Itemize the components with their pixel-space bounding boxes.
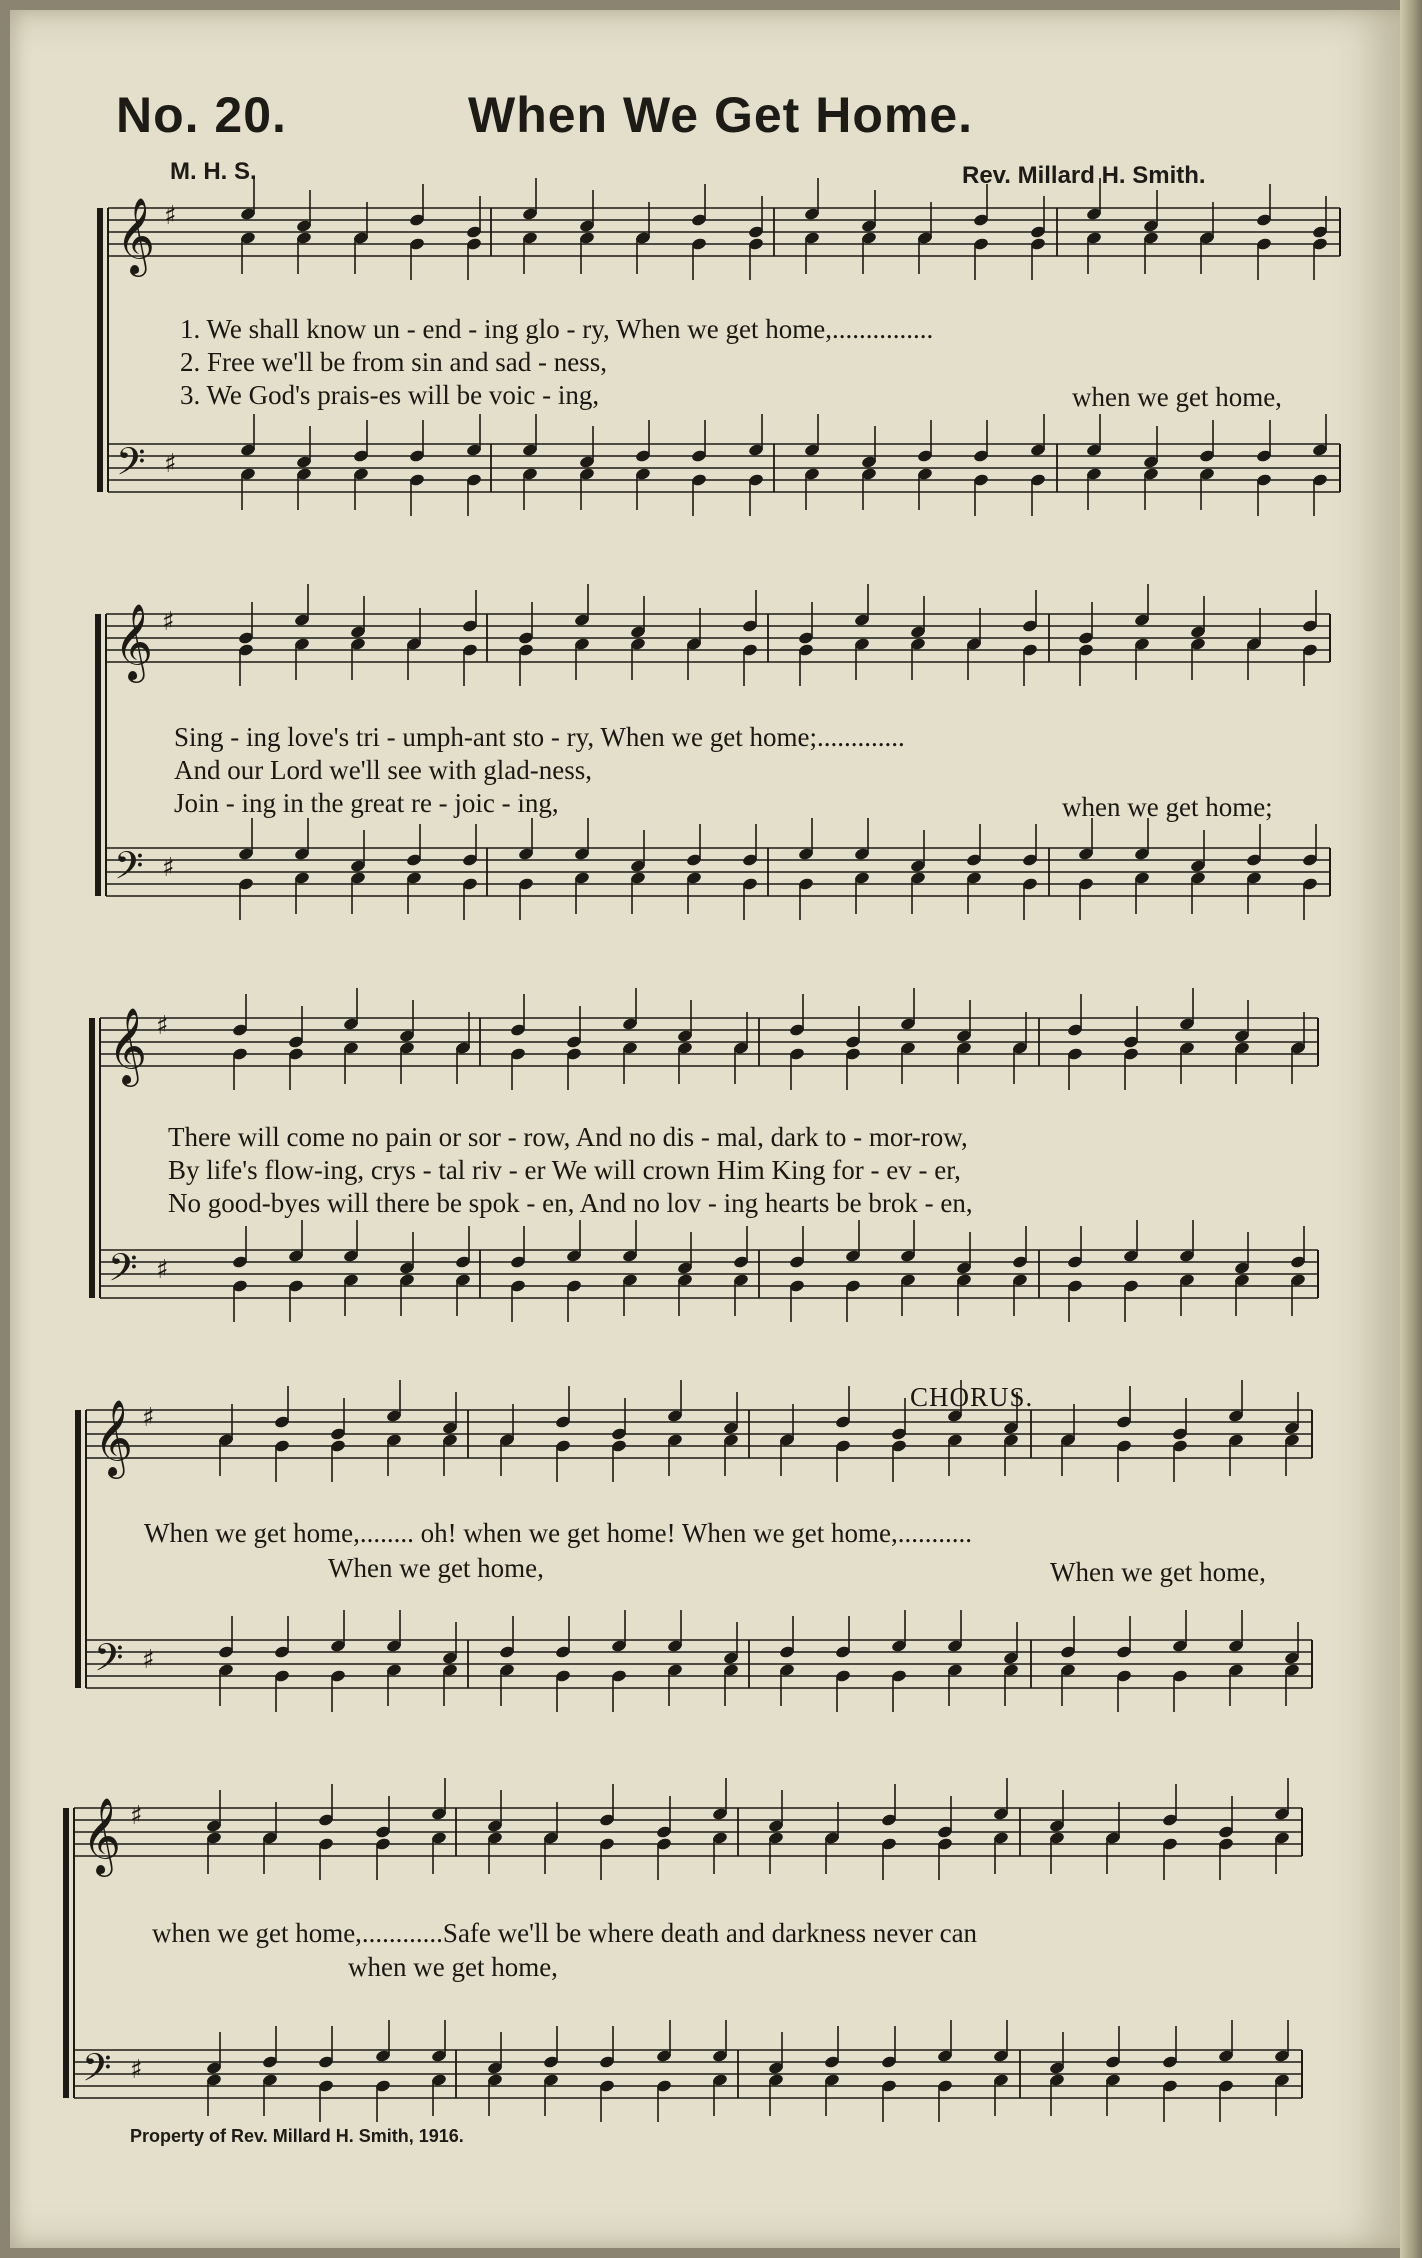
- treble-clef-icon: 𝄞: [82, 1797, 122, 1874]
- sharp-icon: ♯: [142, 1645, 155, 1675]
- sharp-icon: ♯: [164, 449, 177, 479]
- hymn-number: No. 20.: [116, 87, 287, 143]
- bass-clef-icon: 𝄢: [116, 439, 146, 493]
- lyric-line: when we get home,............Safe we'll be where death and darkness never can: [152, 1918, 978, 1948]
- treble-clef-icon: 𝄞: [114, 603, 154, 680]
- lyric-line: When we get home,........ oh! when we get home! When we get home,...........: [144, 1518, 973, 1548]
- sharp-icon: ♯: [162, 607, 175, 637]
- sharp-icon: ♯: [130, 1801, 143, 1831]
- lyric-line: 1. We shall know un - end - ing glo - ry, When we get home,...............: [180, 314, 934, 344]
- lyric-line: When we get home,: [1050, 1557, 1266, 1587]
- treble-clef-icon: 𝄞: [108, 1007, 148, 1084]
- lyric-line: There will come no pain or sor - row, And no dis - mal, dark to - mor-row,: [168, 1122, 968, 1152]
- bass-clef-icon: 𝄢: [82, 2045, 112, 2099]
- lyric-line: 3. We God's prais-es will be voic - ing,: [180, 380, 600, 410]
- lyric-line: And our Lord we'll see with glad-ness,: [174, 755, 593, 785]
- sharp-icon: ♯: [156, 1011, 169, 1041]
- lyric-line: When we get home,: [328, 1553, 544, 1583]
- hymn-title: When We Get Home.: [468, 87, 974, 143]
- lyric-line: when we get home;: [1062, 792, 1273, 822]
- bass-clef-icon: 𝄢: [94, 1635, 124, 1689]
- lyric-line: 2. Free we'll be from sin and sad - ness,: [180, 347, 608, 377]
- sharp-icon: ♯: [130, 2055, 143, 2085]
- treble-clef-icon: 𝄞: [94, 1399, 134, 1476]
- lyric-line: when we get home,: [1072, 382, 1282, 412]
- lyric-line: No good-byes will there be spok - en, And no lov - ing hearts be brok - en,: [168, 1188, 973, 1218]
- lyricist-credit: Rev. Millard H. Smith.: [962, 162, 1206, 189]
- sharp-icon: ♯: [162, 853, 175, 883]
- copyright-footer: Property of Rev. Millard H. Smith, 1916.: [130, 2126, 464, 2146]
- bass-clef-icon: 𝄢: [108, 1245, 138, 1299]
- lyric-line: By life's flow-ing, crys - tal riv - er We will crown Him King for - ev - er,: [168, 1155, 961, 1185]
- sharp-icon: ♯: [164, 201, 177, 231]
- sharp-icon: ♯: [142, 1403, 155, 1433]
- composer-initials: M. H. S.: [170, 158, 257, 185]
- treble-clef-icon: 𝄞: [116, 197, 156, 274]
- bass-clef-icon: 𝄢: [114, 843, 144, 897]
- sharp-icon: ♯: [156, 1255, 169, 1285]
- lyric-line: Join - ing in the great re - joic - ing,: [174, 788, 559, 818]
- lyric-line: when we get home,: [348, 1952, 558, 1982]
- lyric-line: Sing - ing love's tri - umph-ant sto - ry, When we get home;.............: [174, 722, 905, 752]
- chorus-label: CHORUS.: [910, 1382, 1034, 1412]
